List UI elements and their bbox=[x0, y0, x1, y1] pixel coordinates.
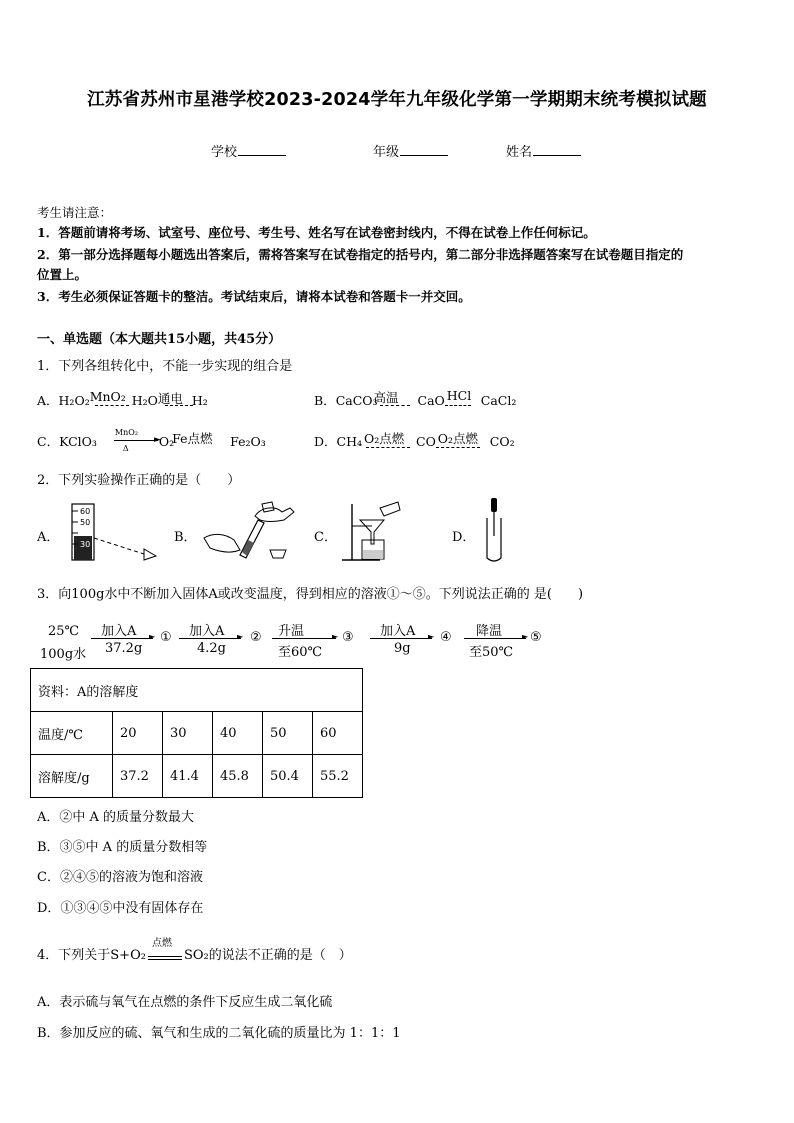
q1-d-reactant: CH₄ bbox=[336, 434, 363, 449]
q1-b-product: CaCl₂ bbox=[480, 393, 517, 408]
q1-c-reactant: KClO₃ bbox=[59, 434, 97, 449]
q3-choice-d: D．①③④⑤中没有固体存在 bbox=[37, 901, 204, 916]
q1-c-arrow1 bbox=[101, 428, 159, 453]
q3-step1-top: 加入A bbox=[101, 624, 137, 639]
q1-b-mid: CaO bbox=[417, 393, 445, 408]
q4-stem bbox=[37, 938, 352, 963]
school-blank bbox=[238, 143, 286, 156]
q3-step3-arrowhead: ► bbox=[332, 632, 339, 641]
q3-result-5: ⑤ bbox=[530, 630, 542, 645]
table-row-label: 温度/℃ bbox=[31, 712, 113, 755]
notice-item-1: 1．答题前请将考场、试室号、座位号、考生号、姓名写在试卷密封线内，不得在试卷上作任何标记。 bbox=[37, 225, 596, 240]
q3-step4-arrowhead: ► bbox=[428, 632, 435, 641]
q2-option-c-label: C． bbox=[314, 530, 337, 545]
q4-stem-post: SO₂的说法不正确的是（ ） bbox=[183, 948, 352, 963]
q1-a-mid: H₂O bbox=[131, 393, 158, 408]
cyl-mark-60: 60 bbox=[80, 507, 91, 516]
q3-stem: 3．向100g水中不断加入固体A或改变温度，得到相应的溶液①～⑤。下列说法正确的 是( ) bbox=[37, 587, 584, 602]
notice-item-2: 2．第一部分选择题每小题选出答案后，需将答案写在试卷指定的括号内，第二部分非选择题答案写在试卷题目指定的 bbox=[37, 247, 684, 262]
q1-stem: 1．下列各组转化中，不能一步实现的组合是 bbox=[37, 359, 293, 374]
q3-step4-bottom: 9g bbox=[394, 641, 411, 656]
q1-option-c bbox=[37, 428, 266, 453]
table-cell: 37.2 bbox=[113, 755, 163, 798]
q1-c-label: C． bbox=[37, 434, 60, 449]
q1-a-cond2: 通电 bbox=[157, 391, 183, 406]
table-cell: 60 bbox=[313, 712, 363, 755]
q1-c-cond2: Fe点燃 bbox=[172, 431, 213, 446]
name-label: 姓名 bbox=[506, 145, 533, 160]
q3-start-temp: 25℃ bbox=[48, 624, 80, 639]
q3-step5-arrowhead: ► bbox=[522, 632, 529, 641]
q4-choice-a: A．表示硫与氧气在点燃的条件下反应生成二氧化硫 bbox=[37, 995, 333, 1010]
solubility-table bbox=[30, 668, 363, 798]
dropper-test-tube-diagram bbox=[480, 496, 510, 566]
q3-choice-b: B．③⑤中 A 的质量分数相等 bbox=[37, 840, 208, 855]
q1-d-product: CO₂ bbox=[489, 434, 515, 449]
table-cell: 40 bbox=[213, 712, 263, 755]
cyl-mark-50: 50 bbox=[80, 518, 91, 527]
cyl-mark-40: 40 bbox=[80, 529, 91, 538]
q4-equals-sign bbox=[146, 938, 184, 963]
q3-step1-arrowhead: ► bbox=[149, 632, 156, 641]
q1-b-cond1: 高温 bbox=[373, 390, 399, 405]
table-cell: 41.4 bbox=[163, 755, 213, 798]
table-cell: 45.8 bbox=[213, 755, 263, 798]
q3-step2-arrowhead: ► bbox=[237, 632, 244, 641]
grade-field bbox=[373, 141, 448, 160]
q3-choice-a: A．②中 A 的质量分数最大 bbox=[37, 810, 195, 825]
q3-result-2: ② bbox=[250, 630, 262, 645]
q2-option-d-label: D． bbox=[452, 530, 476, 545]
notice-item-2-cont: 位置上。 bbox=[37, 267, 88, 282]
q4-condition: 点燃 bbox=[151, 938, 172, 949]
q3-step3-top: 升温 bbox=[278, 624, 305, 639]
table-cell: 50.4 bbox=[263, 755, 313, 798]
q3-choice-c: C．②④⑤的溶液为饱和溶液 bbox=[37, 870, 203, 885]
table-cell: 20 bbox=[113, 712, 163, 755]
q1-a-reactant: H₂O₂ bbox=[58, 393, 90, 408]
q2-option-b-label: B． bbox=[174, 530, 197, 545]
page-title: 江苏省苏州市星港学校2023-2024学年九年级化学第一学期期末统考模拟试题 bbox=[87, 90, 707, 110]
q3-step5-bottom: 至50℃ bbox=[469, 645, 514, 660]
q1-option-a bbox=[37, 391, 208, 409]
q2-option-a-label: A． bbox=[37, 530, 60, 545]
name-blank bbox=[533, 143, 581, 156]
q3-result-1: ① bbox=[160, 630, 172, 645]
q1-d-mid: CO bbox=[416, 434, 436, 449]
q4-choice-b: B．参加反应的硫、氧气和生成的二氧化硫的质量比为 1：1：1 bbox=[37, 1026, 401, 1041]
table-cell: 30 bbox=[163, 712, 213, 755]
grade-blank bbox=[400, 143, 448, 156]
q1-a-cond1: MnO₂ bbox=[89, 389, 126, 404]
cyl-mark-30: 30 bbox=[80, 540, 91, 549]
q3-step2-bottom: 4.2g bbox=[197, 641, 226, 656]
graduated-cylinder-reading-diagram bbox=[64, 502, 160, 562]
table-row-temperature bbox=[31, 712, 363, 755]
q3-result-3: ③ bbox=[342, 630, 354, 645]
table-caption: 资料：A的溶解度 bbox=[31, 669, 363, 712]
q3-step4-top: 加入A bbox=[380, 624, 416, 639]
table-caption-row bbox=[31, 669, 363, 712]
school-label: 学校 bbox=[211, 145, 238, 160]
pouring-liquid-hands-diagram bbox=[200, 500, 300, 564]
q1-option-b bbox=[314, 388, 517, 409]
q2-stem: 2．下列实验操作正确的是（ ） bbox=[37, 473, 241, 488]
q1-d-cond1: O₂点燃 bbox=[364, 431, 405, 446]
q4-stem-pre: 4．下列关于S+O₂ bbox=[37, 948, 146, 963]
q1-b-cond2: HCl bbox=[446, 388, 472, 403]
q1-c-cond1b: Δ bbox=[122, 444, 129, 453]
table-cell: 50 bbox=[263, 712, 313, 755]
q3-step1-bottom: 37.2g bbox=[105, 641, 143, 656]
q3-step3-bottom: 至60℃ bbox=[278, 645, 323, 660]
q1-c-arrowhead: ► bbox=[154, 435, 161, 445]
grade-label: 年级 bbox=[373, 145, 400, 160]
notice-heading: 考生请注意： bbox=[37, 205, 113, 220]
q3-start-water: 100g水 bbox=[40, 647, 87, 662]
school-field bbox=[211, 141, 286, 160]
q1-d-label: D． bbox=[314, 434, 337, 449]
q1-a-product: H₂ bbox=[191, 393, 208, 408]
q1-c-mid: O₂ bbox=[158, 434, 175, 449]
q3-step5-top: 降温 bbox=[476, 624, 503, 639]
notice-item-3: 3．考生必须保证答题卡的整洁。考试结束后，请将本试卷和答题卡一并交回。 bbox=[37, 289, 471, 304]
section-heading: 一、单选题（本大题共15小题，共45分） bbox=[37, 332, 282, 347]
q3-result-4: ④ bbox=[440, 630, 452, 645]
filtration-setup-diagram bbox=[340, 500, 410, 564]
q1-a-label: A． bbox=[37, 393, 59, 408]
q1-c-product: Fe₂O₃ bbox=[230, 434, 266, 449]
q1-option-d bbox=[314, 432, 515, 450]
q1-c-arrow2 bbox=[172, 431, 230, 449]
q1-b-reactant: CaCO₃ bbox=[335, 393, 378, 408]
name-field bbox=[506, 141, 581, 160]
q1-c-cond1: MnO₂ bbox=[114, 428, 138, 437]
q3-step2-top: 加入A bbox=[189, 624, 225, 639]
q1-d-cond2: O₂点燃 bbox=[437, 431, 479, 446]
table-row-label: 溶解度/g bbox=[31, 755, 113, 798]
table-cell: 55.2 bbox=[313, 755, 363, 798]
table-row-solubility bbox=[31, 755, 363, 798]
q1-b-label: B． bbox=[314, 393, 336, 408]
